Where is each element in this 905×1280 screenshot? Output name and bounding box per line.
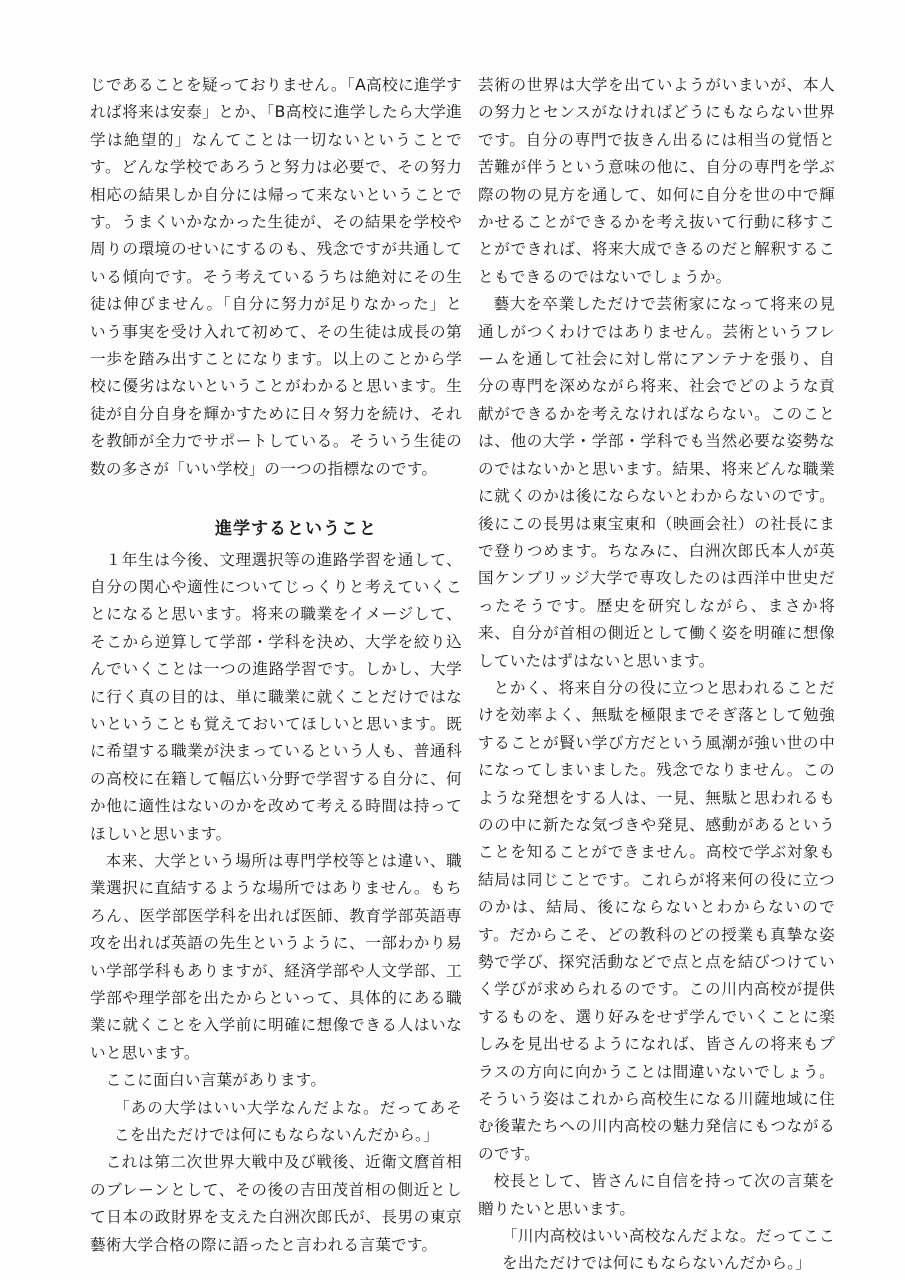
right-paragraph-4: 校長として、皆さんに自信を持って次の言葉を贈りたいと思います。: [478, 1172, 835, 1218]
right-column: [478, 72, 835, 1278]
section-heading: 進学するということ: [215, 519, 377, 540]
right-paragraph-1: 芸術の世界は大学を出ていようがいまいが、本人の努力とセンスがなければどうにもならない世界です。自分の専門で抜きん出るには相当の覚悟と苦難が伴うという意味の他に、自分の専門を学ぶ際の物の見方を通して、如何に自分を世の中で輝かせることができるかを考え抜いて行動に移すことができれば、将来大成できるのだと解釈することもできるのではないでしょうか。: [478, 76, 835, 286]
left-quote: 「あの大学はいい大学なんだよな。だってあそこを出ただけでは何にもならないんだから。」: [114, 1098, 462, 1145]
right-paragraph-3: とかく、将来自分の役に立つと思われることだけを効率よく、無駄を極限までそぎ落として勉強することが賢い学び方だという風潮が強い世の中になってしまいました。残念でなりません。このような発想をする人は、一見、無駄と思われるものの中に新たな気づきや発見、感動があるということを知ることができません。高校で学ぶ対象も結局は同じことです。これらが将来何の役に立つのかは、結局、後にならないとわからないのです。だからこそ、どの教科のどの授業も真摯な姿勢で学び、探究活動などで点と点を結びつけていく学びが求められるのです。この川内高校が提供するものを、選り好みをせず学んでいくことに楽しみを見出せるようになれば、皆さんの将来もプラスの方向に向かうことは間違いないでしょう。そういう姿はこれから高校生になる川薩地域に住む後輩たちへの川内高校の魅力発信にもつながるのです。: [478, 678, 835, 1163]
left-paragraph-1: じであることを疑っておりません。「A高校に進学すれば将来は安泰」とか、「B高校に進学したら大学進学は絶望的」なんてことは一切ないということです。どんな学校であろうと努力は必要で、その努力相応の結果しか自分には帰って来ないということです。うまくいかなかった生徒が、その結果を学校や周りの環境のせいにするのも、残念ですが共通している傾向です。そう考えているうちは絶対にその生徒は伸びません。「自分に努力が足りなかった」という事実を受け入れて初めて、その生徒は成長の第一歩を踏み出すことになります。以上のことから学校に優劣はないということがわかると思います。生徒が自分自身を輝かすために日々努力を続け、それを教師が全力でサポートしている。そういう生徒の数の多さが「いい学校」の一つの指標なのです。: [90, 76, 462, 478]
left-paragraph-5: これは第二次世界大戦中及び戦後、近衛文麿首相のブレーンとして、その後の吉田茂首相の側近として日本の政財界を支えた白洲次郎氏が、長男の東京藝術大学合格の際に語ったと言われる言葉です。: [90, 1153, 462, 1254]
right-quote: 「川内高校はいい高校なんだよな。だってここを出ただけでは何にもならないんだから。」: [502, 1227, 835, 1273]
right-paragraph-2: 藝大を卒業しただけで芸術家になって将来の見通しがつくわけではありません。芸術というフレームを通して社会に対し常にアンテナを張り、自分の専門を深めながら将来、社会でどのような貢献ができるかを考えなければならない。このことは、他の大学・学部・学科でも当然必要な姿勢なのではないかと思います。結果、将来どんな職業に就くのかは後にならないとわからないのです。後にこの長男は東宝東和（映画会社）の社長にまで登りつめます。ちなみに、白洲次郎氏本人が英国ケンブリッジ大学で専攻したのは西洋中世史だったそうです。歴史を研究しながら、まさか将来、自分が首相の側近として働く姿を明確に想像していたはずはないと思います。: [478, 295, 835, 670]
left-column: [90, 72, 462, 1259]
left-paragraph-4: ここに面白い言葉があります。: [105, 1071, 327, 1090]
left-paragraph-2: １年生は今後、文理選択等の進路学習を通して、自分の関心や適性についてじっくりと考えていくことになると思います。将来の職業をイメージして、そこから逆算して学部・学科を決め、大学を絞り込んでいくことは一つの進路学習です。しかし、大学に行く真の目的は、単に職業に就くことだけではないということも覚えておいてほしいと思います。既に希望する職業が決まっているという人も、普通科の高校に在籍して幅広い分野で学習する自分に、何か他に適性はないのかを改めて考える時間は持ってほしいと思います。: [90, 550, 462, 843]
left-paragraph-3: 本来、大学という場所は専門学校等とは違い、職業選択に直結するような場所ではありません。もちろん、医学部医学科を出れば医師、教育学部英語専攻を出れば英語の先生というように、一部わかり易い学部学科もありますが、経済学部や人文学部、工学部や理学部を出たからといって、具体的にある職業に就くことを入学前に明確に想像できる人はいないと思います。: [90, 851, 462, 1062]
